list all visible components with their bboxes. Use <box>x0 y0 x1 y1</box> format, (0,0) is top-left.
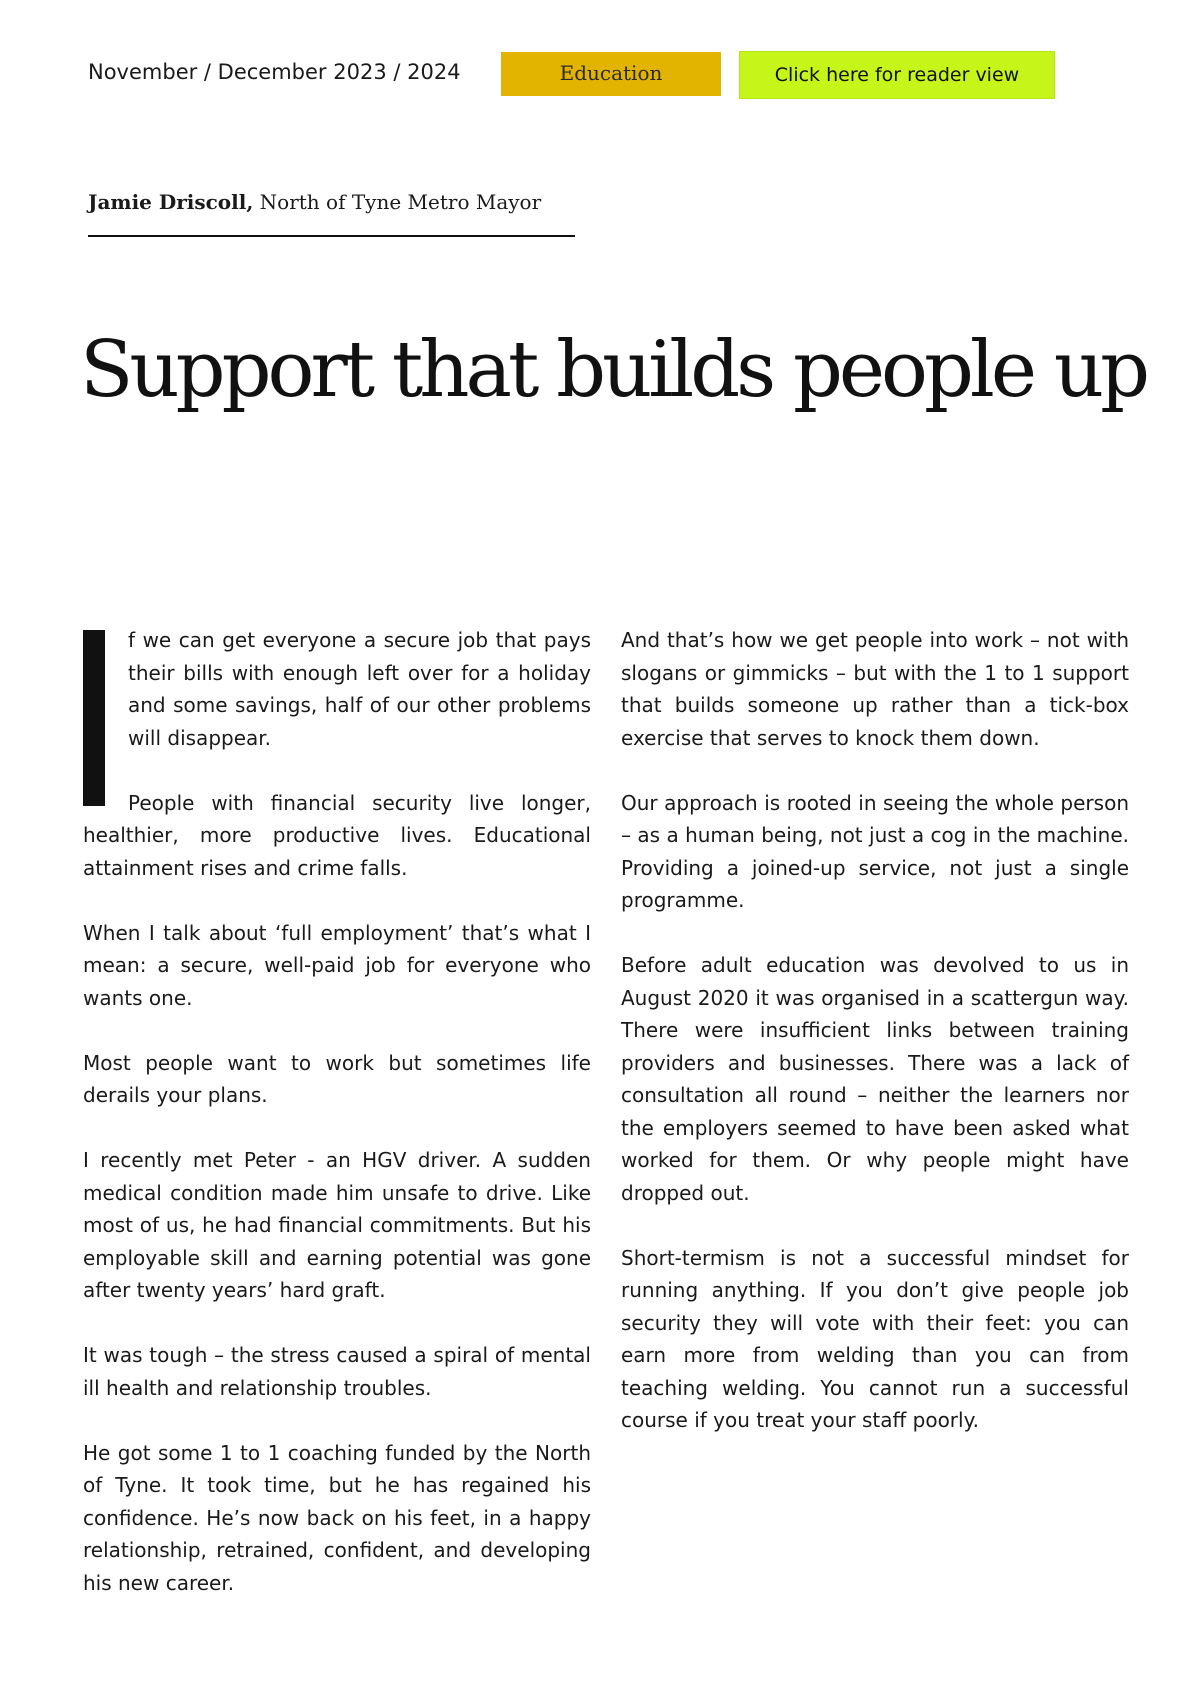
article-title: Support that builds people up <box>80 325 1146 415</box>
paragraph: Short-termism is not a successful mindset for running anything. If you don’t give people job security they will vote with their feet: you can earn more from welding than you can from teaching welding. You cannot run a successful course if you treat your staff poorly. <box>621 1245 1129 1432</box>
paragraph: It was tough – the stress caused a spiral of mental ill health and relationship troubles. <box>83 1343 591 1400</box>
issue-date: November / December 2023 / 2024 <box>88 60 461 84</box>
article-column-left <box>83 624 591 1599</box>
paragraph: When I talk about ‘full employment’ that’s what I mean: a secure, well-paid job for everyone who wants one. <box>83 920 591 1010</box>
byline-divider <box>88 235 575 237</box>
byline-role: North of Tyne Metro Mayor <box>253 190 542 214</box>
byline <box>88 190 541 214</box>
paragraph: Before adult education was devolved to us in August 2020 it was organised in a scattergun way. There were insufficient links between training providers and businesses. There was a lack of consultation all round – neither the learners nor the employers seemed to have been asked what worked for them. Or why people might have dropped out. <box>621 953 1129 1205</box>
reader-view-button[interactable]: Click here for reader view <box>739 51 1055 99</box>
paragraph: And that’s how we get people into work – not with slogans or gimmicks – but with the 1 to 1 support that builds someone up rather than a tick-box exercise that serves to knock them down. <box>621 628 1129 750</box>
paragraph: He got some 1 to 1 coaching funded by the North of Tyne. It took time, but he has regained his confidence. He’s now back on his feet, in a happy relationship, retrained, confident, and developing his new career. <box>83 1440 591 1595</box>
paragraph: People with financial security live longer, healthier, more productive lives. Educational attainment rises and crime falls. <box>83 790 591 880</box>
drop-cap-letter <box>83 630 105 806</box>
paragraph: I recently met Peter - an HGV driver. A sudden medical condition made him unsafe to drive. Like most of us, he had financial commitments. But his employable skill and earning potential was gone after twenty years’ hard graft. <box>83 1148 591 1302</box>
paragraph: Most people want to work but sometimes life derails your plans. <box>83 1050 591 1107</box>
byline-author: Jamie Driscoll, <box>88 190 254 214</box>
article-column-right <box>621 624 1129 1437</box>
paragraph: f we can get everyone a secure job that pays their bills with enough left over for a holiday and some savings, half of our other problems will disappear. <box>128 628 591 750</box>
section-tag-education[interactable]: Education <box>501 52 721 96</box>
paragraph: Our approach is rooted in seeing the whole person – as a human being, not just a cog in the machine. Providing a joined-up service, not just a single programme. <box>621 790 1129 912</box>
